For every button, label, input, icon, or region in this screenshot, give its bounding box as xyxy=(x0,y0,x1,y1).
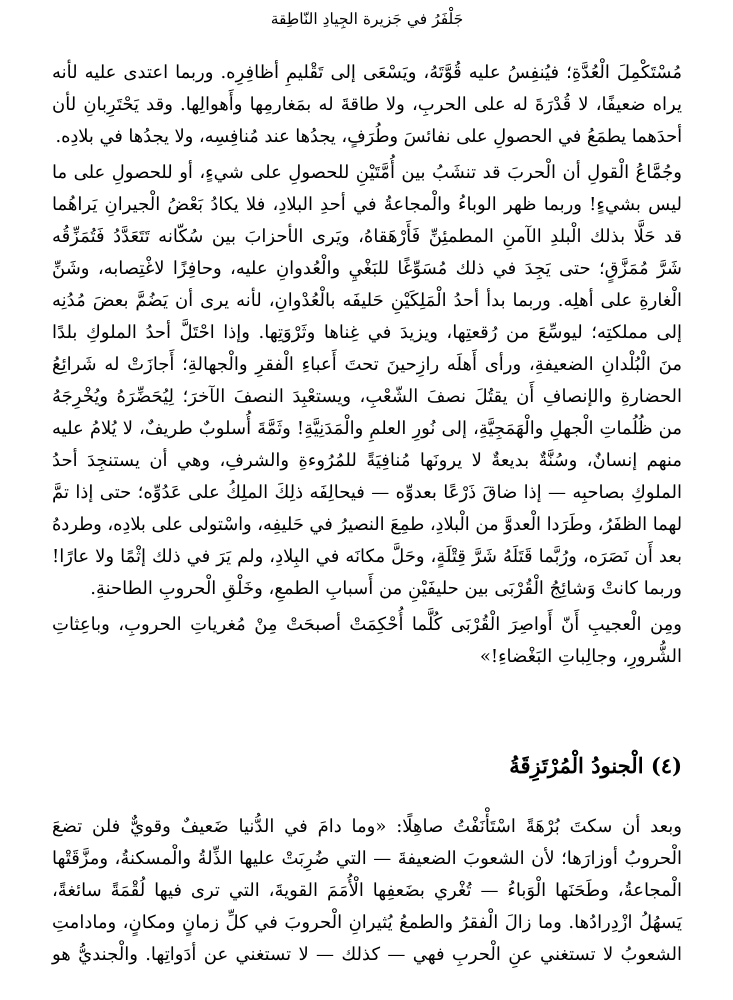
text-line: الحضارةِ والإنصافِ أَن يقتُلَ نصفَ الشّعْبِ، ويستعْبِدَ النصفَ الآخرَ؛ لِيُحَضِّرَهُ ويُخْرِجَهُ xyxy=(52,386,682,407)
text-line: منهم إنسانٌ، وسُنَّةٌ بديعةٌ لا يرونَها مُنافِيَةً للمُرُوءةِ والشرفِ، وهي أن يستنجِدَ أحدُ xyxy=(52,450,682,471)
text-line: الملوكِ بصاحبِه — إذا ضاقَ ذَرْعًا بعدوِّه — فيحالِفَه ذلِكَ الملِكُ على عَدُوِّه؛ حتى إذا تمَّ xyxy=(52,482,682,503)
text-line: وربما كانتْ وَشائِجُ الْقُرْبَى بين حليفَيْنِ من أَسبابِ الطمعِ، وخَلْقِ الْحروبِ الطاحنةِ. xyxy=(90,578,682,599)
text-line: من ظُلُماتِ الْجهلِ والْهَمَجِيَّةِ، إلى نُورِ العلمِ والْمَدَنِيَّةِ! وثَمَّةَ أُسلوبٌ طريفٌ، لا يُلامُ عليه xyxy=(52,418,682,439)
text-line: الْحروبُ أوزارَها؛ لأن الشعوبَ الضعيفةَ — التي ضُرِبَتْ عليها الذِّلةُ والْمسكنةُ، ومزَّقَتْها xyxy=(52,848,682,869)
text-line: الشُّرورِ، وجالِباتِ البَغْضاءِ!» xyxy=(479,646,682,667)
text-line: إلى مملكتِه؛ ليوسِّعَ من رُقعتِها، ويزيدَ في غِناها وثَرْوَتِها. وإذا احْتَلَّ أحدُ الملوكِ بلدًا xyxy=(52,322,682,343)
text-line: الْغارةِ على أهلِه. وربما بدأ أحدُ الْمَلِكَيْنِ حَليفَه بالْعُدْوانِ، لأنه يرى أن يَضُمَّ بعضَ مُدُنِه xyxy=(52,290,682,311)
running-header: جَلْفَرُ في جَزيرة الجِيادِ النّاطِقة xyxy=(270,10,464,28)
text-line: بعد أَن نَصَرَه، ورُبَّما قَتَلَهُ شَرَّ قِتْلَةٍ، وحَلَّ مكانَه في البِلادِ، ولم يَرَ في ذلك إثْمًا ولا عارًا! xyxy=(52,546,682,567)
text-line: أحدَهما يطمَعُ في الحصولِ على نفائسَ وطُرَفٍ، يجدُها عند مُنافِسِه، ولا يجدُها في بلادِه. xyxy=(55,127,682,147)
text-line: الشعوبُ لا تستغني عنِ الْحربِ فهي — كذلك — لا تستغني عن أدَواتِها. والْجنديُّ هو xyxy=(52,944,682,965)
text-line: منَ الْبُلْدانِ الضعيفةِ، ورأى أَهلَه رازِحينَ تحتَ أَعباءِ الْفقرِ والْجهالةِ؛ أَجازَتْ له شَرائِعُ xyxy=(52,354,682,375)
section-heading: (٤) الْجنودُ الْمُرْتَزِقَةُ xyxy=(509,753,682,778)
text-line: الْمجاعةُ، وطَحَنَها الْوَباءُ — تُغْري بضَعفِها الْأُمَمَ القويةَ، التي ترى فيها لُقْمَةً سائغةً، xyxy=(52,880,682,901)
text-line: يراه ضعيفًا، لا قُدْرَةَ له على الحربِ، ولا طاقةَ له بمَغارمِها وأَهوالِها. وقد يَحْتَرِبانِ لأن xyxy=(52,94,682,115)
text-line: وجُمَّاعُ الْقولِ أن الْحربَ قد تنشَبُ بين أُمَّتَيْنِ للحصولِ على شيءٍ، أو للحصولِ على ما xyxy=(52,162,682,183)
text-line: ليس بشيءٍ! وربما ظهر الوباءُ والْمجاعةُ في أحدِ البلادِ، فلا يكادُ بَعْضُ الْجيرانِ يَراهُما xyxy=(52,194,682,215)
text-line: وبعد أن سكتَ بُرْهَةً اسْتَأْنَفْتُ صاهِلًا: «وما دامَ في الدُّنيا ضَعيفٌ وقويٌّ فلن تضعَ xyxy=(52,816,682,837)
book-page xyxy=(52,0,682,1000)
text-line: مُسْتَكْمِلَ الْعُدَّةِ؛ فيُنفِسُ عليه قُوَّتَهُ، ويَسْعَى إلى تَقْليمِ أظافِرِه. وربما اعتدى عليه لأنه xyxy=(52,62,682,83)
text-line: ومِن الْعجيبِ أَنّ أَواصِرَ الْقُرْبَى كُلَّما أُحْكِمَتْ أصبحَتْ مِنْ مُغرياتِ الحروبِ، وباعِثاتِ xyxy=(52,614,682,635)
text-line: لهما الظفَرُ، وطَرَدا الْعدوَّ من الْبلادِ، طمِعَ النصيرُ في حَليفِه، واسْتولى على بلادِه، وطردهُ xyxy=(52,515,682,535)
text-line: قد حَلَّا بذلك الْبلدِ الآمنِ المطمئِنِّ فَأَرْهَقاهُ، ويَرى الأحزابَ بين سُكّانه تَتَعَدَّدُ فَتُمَزِّقُه xyxy=(52,226,682,247)
text-line: يَسهُلُ ازْدِرادُها. وما زالَ الْفقرُ والطمعُ يُثيرانِ الْحروبَ في كلِّ زمانٍ ومكانٍ، ومادامتِ xyxy=(52,912,682,933)
text-line: شَرَّ مُمَزَّقٍ؛ حتى يَجِدَ في ذلك مُسَوِّغًا للبَغْيِ والْعُدوانِ عليه، وحافِزًا لاغْتِصابه، وشَنِّ xyxy=(52,258,682,279)
